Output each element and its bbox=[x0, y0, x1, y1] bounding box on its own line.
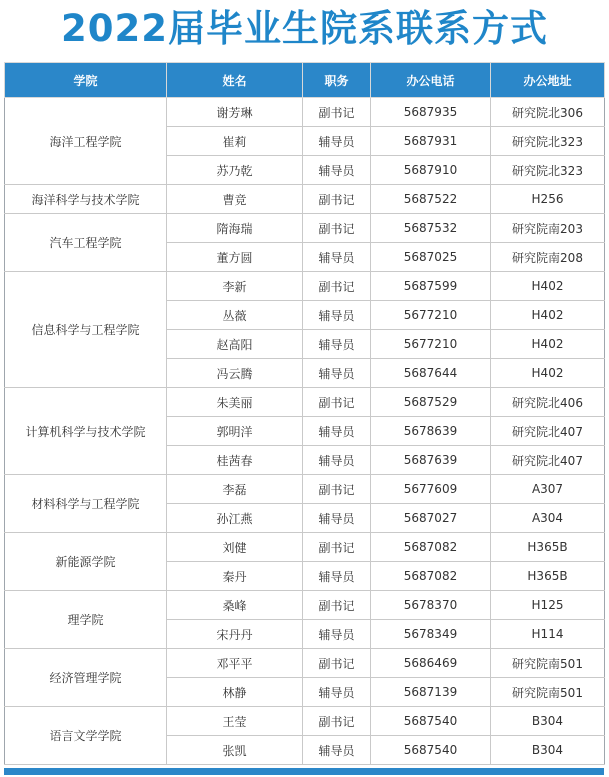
cell-position: 副书记 bbox=[303, 214, 371, 243]
cell-name: 李新 bbox=[167, 272, 303, 301]
header-phone: 办公电话 bbox=[371, 63, 491, 98]
cell-phone: 5687540 bbox=[371, 736, 491, 765]
cell-address: H402 bbox=[491, 301, 605, 330]
table-row bbox=[5, 649, 605, 678]
cell-phone: 5687522 bbox=[371, 185, 491, 214]
cell-name: 孙江燕 bbox=[167, 504, 303, 533]
cell-phone: 5687532 bbox=[371, 214, 491, 243]
cell-address: 研究院北306 bbox=[491, 98, 605, 127]
header-row bbox=[5, 63, 605, 98]
cell-name: 丛薇 bbox=[167, 301, 303, 330]
cell-address: 研究院南501 bbox=[491, 678, 605, 707]
cell-name: 桑峰 bbox=[167, 591, 303, 620]
cell-name: 崔莉 bbox=[167, 127, 303, 156]
cell-name: 隋海瑞 bbox=[167, 214, 303, 243]
table-header bbox=[5, 63, 605, 98]
cell-college: 汽车工程学院 bbox=[5, 214, 167, 272]
cell-position: 副书记 bbox=[303, 388, 371, 417]
cell-address: 研究院北406 bbox=[491, 388, 605, 417]
cell-phone: 5687910 bbox=[371, 156, 491, 185]
cell-phone: 5678349 bbox=[371, 620, 491, 649]
cell-address: H114 bbox=[491, 620, 605, 649]
table-row bbox=[5, 98, 605, 127]
cell-position: 辅导员 bbox=[303, 330, 371, 359]
table-row bbox=[5, 475, 605, 504]
cell-position: 辅导员 bbox=[303, 504, 371, 533]
cell-position: 副书记 bbox=[303, 185, 371, 214]
cell-address: 研究院北323 bbox=[491, 156, 605, 185]
cell-address: H256 bbox=[491, 185, 605, 214]
cell-name: 冯云腾 bbox=[167, 359, 303, 388]
cell-college: 海洋工程学院 bbox=[5, 98, 167, 185]
bottom-bar bbox=[4, 768, 604, 775]
cell-address: H402 bbox=[491, 330, 605, 359]
table-row bbox=[5, 591, 605, 620]
table-row bbox=[5, 272, 605, 301]
cell-address: A304 bbox=[491, 504, 605, 533]
cell-name: 李磊 bbox=[167, 475, 303, 504]
cell-college: 新能源学院 bbox=[5, 533, 167, 591]
cell-name: 桂茜春 bbox=[167, 446, 303, 475]
cell-address: 研究院南208 bbox=[491, 243, 605, 272]
cell-college: 材料科学与工程学院 bbox=[5, 475, 167, 533]
cell-address: 研究院南501 bbox=[491, 649, 605, 678]
cell-college: 信息科学与工程学院 bbox=[5, 272, 167, 388]
cell-address: 研究院北323 bbox=[491, 127, 605, 156]
cell-position: 副书记 bbox=[303, 533, 371, 562]
page-title: 2022届毕业生院系联系方式 bbox=[61, 7, 548, 50]
header-name: 姓名 bbox=[167, 63, 303, 98]
table-row bbox=[5, 388, 605, 417]
cell-phone: 5687027 bbox=[371, 504, 491, 533]
header-address: 办公地址 bbox=[491, 63, 605, 98]
cell-address: B304 bbox=[491, 736, 605, 765]
cell-phone: 5687082 bbox=[371, 562, 491, 591]
cell-name: 曹竞 bbox=[167, 185, 303, 214]
cell-address: H365B bbox=[491, 533, 605, 562]
cell-name: 邓平平 bbox=[167, 649, 303, 678]
cell-position: 辅导员 bbox=[303, 301, 371, 330]
cell-name: 宋丹丹 bbox=[167, 620, 303, 649]
cell-name: 苏乃乾 bbox=[167, 156, 303, 185]
cell-address: A307 bbox=[491, 475, 605, 504]
cell-position: 辅导员 bbox=[303, 156, 371, 185]
cell-phone: 5687082 bbox=[371, 533, 491, 562]
cell-name: 朱美丽 bbox=[167, 388, 303, 417]
cell-address: H365B bbox=[491, 562, 605, 591]
cell-position: 副书记 bbox=[303, 475, 371, 504]
cell-name: 王莹 bbox=[167, 707, 303, 736]
cell-position: 副书记 bbox=[303, 649, 371, 678]
cell-position: 辅导员 bbox=[303, 562, 371, 591]
cell-phone: 5687644 bbox=[371, 359, 491, 388]
header-college: 学院 bbox=[5, 63, 167, 98]
table-row bbox=[5, 707, 605, 736]
cell-phone: 5686469 bbox=[371, 649, 491, 678]
cell-phone: 5687529 bbox=[371, 388, 491, 417]
cell-address: H125 bbox=[491, 591, 605, 620]
table-body bbox=[5, 98, 605, 765]
cell-college: 语言文学学院 bbox=[5, 707, 167, 765]
cell-position: 辅导员 bbox=[303, 127, 371, 156]
cell-position: 辅导员 bbox=[303, 417, 371, 446]
cell-college: 理学院 bbox=[5, 591, 167, 649]
cell-phone: 5687639 bbox=[371, 446, 491, 475]
cell-position: 辅导员 bbox=[303, 620, 371, 649]
cell-name: 张凯 bbox=[167, 736, 303, 765]
cell-phone: 5677210 bbox=[371, 330, 491, 359]
cell-position: 副书记 bbox=[303, 98, 371, 127]
cell-address: 研究院南203 bbox=[491, 214, 605, 243]
cell-name: 秦丹 bbox=[167, 562, 303, 591]
cell-position: 副书记 bbox=[303, 707, 371, 736]
cell-phone: 5687599 bbox=[371, 272, 491, 301]
cell-phone: 5677210 bbox=[371, 301, 491, 330]
cell-address: H402 bbox=[491, 272, 605, 301]
cell-address: 研究院北407 bbox=[491, 446, 605, 475]
cell-phone: 5687931 bbox=[371, 127, 491, 156]
cell-college: 计算机科学与技术学院 bbox=[5, 388, 167, 475]
cell-position: 副书记 bbox=[303, 272, 371, 301]
cell-phone: 5678639 bbox=[371, 417, 491, 446]
cell-position: 辅导员 bbox=[303, 678, 371, 707]
cell-position: 辅导员 bbox=[303, 736, 371, 765]
table-row bbox=[5, 214, 605, 243]
header-position: 职务 bbox=[303, 63, 371, 98]
cell-address: 研究院北407 bbox=[491, 417, 605, 446]
contacts-table bbox=[4, 62, 605, 765]
table-row bbox=[5, 185, 605, 214]
cell-phone: 5687139 bbox=[371, 678, 491, 707]
cell-name: 董方圆 bbox=[167, 243, 303, 272]
cell-college: 海洋科学与技术学院 bbox=[5, 185, 167, 214]
cell-address: B304 bbox=[491, 707, 605, 736]
cell-name: 刘健 bbox=[167, 533, 303, 562]
cell-college: 经济管理学院 bbox=[5, 649, 167, 707]
cell-position: 辅导员 bbox=[303, 446, 371, 475]
cell-name: 郭明洋 bbox=[167, 417, 303, 446]
cell-name: 谢芳琳 bbox=[167, 98, 303, 127]
cell-phone: 5677609 bbox=[371, 475, 491, 504]
cell-name: 林静 bbox=[167, 678, 303, 707]
cell-position: 副书记 bbox=[303, 591, 371, 620]
cell-phone: 5678370 bbox=[371, 591, 491, 620]
table-row bbox=[5, 533, 605, 562]
cell-phone: 5687540 bbox=[371, 707, 491, 736]
cell-phone: 5687025 bbox=[371, 243, 491, 272]
cell-phone: 5687935 bbox=[371, 98, 491, 127]
cell-position: 辅导员 bbox=[303, 359, 371, 388]
cell-name: 赵高阳 bbox=[167, 330, 303, 359]
cell-position: 辅导员 bbox=[303, 243, 371, 272]
cell-address: H402 bbox=[491, 359, 605, 388]
